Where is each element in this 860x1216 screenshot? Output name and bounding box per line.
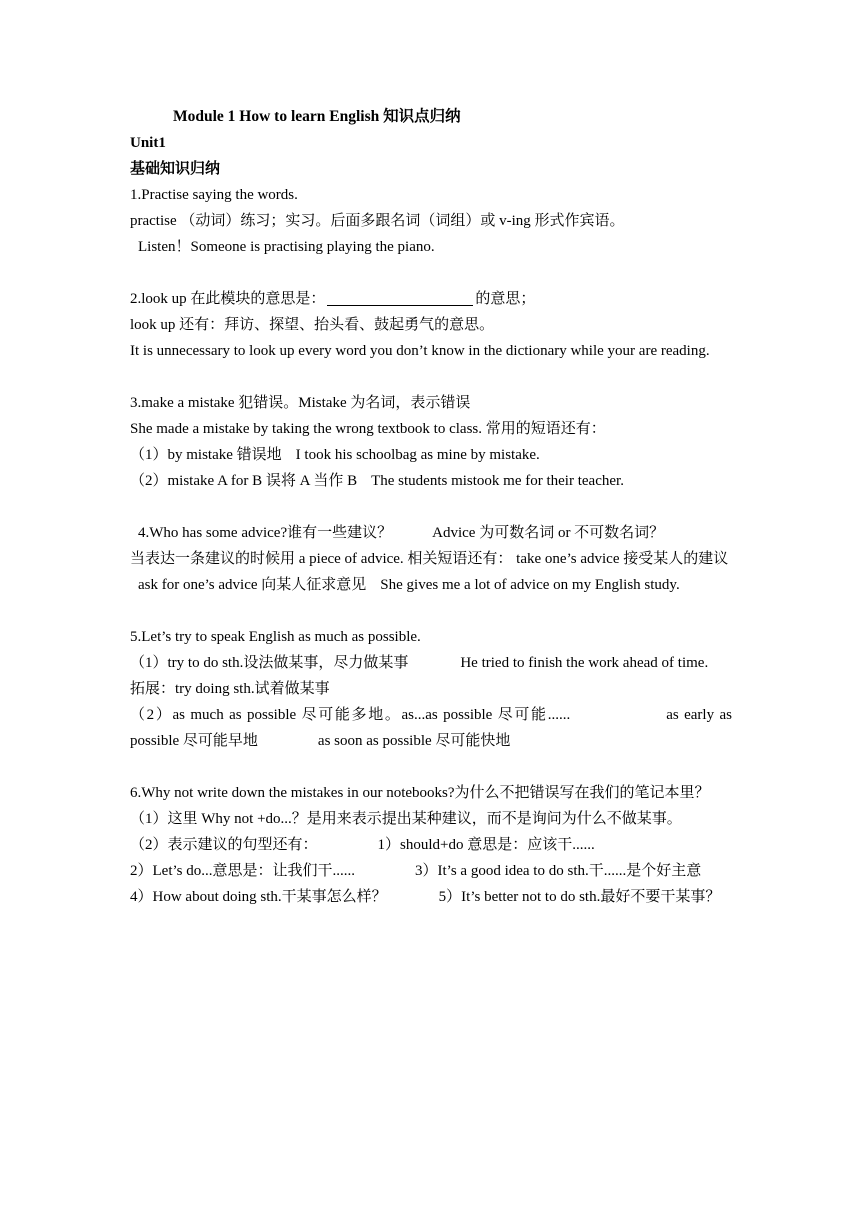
item-6-heading: 6.Why not write down the mistakes in our notebooks?为什么不把错误写在我们的笔记本里？ [130,785,710,801]
item-1-line-1: practise （动词）练习；实习。后面多跟名词（词组）或 v-ing 形式作宾语。 [130,213,625,229]
item-6-pattern-5: 5）It’s better not to do sth.最好不要干某事？ [438,889,721,905]
item-4-example: She gives me a lot of advice on my English study. [380,577,680,593]
item-3-line-1: She made a mistake by taking the wrong textbook to class. 常用的短语还有： [130,421,606,437]
item-3-phrase-2: （2）mistake A for B 误将 A 当作 B [130,473,358,489]
spacer [130,598,732,624]
item-5-phrase-3: as early as possible 尽可能早地 [130,707,732,749]
item-5-heading: 5.Let’s try to speak English as much as possible. [130,629,421,645]
section-heading: 基础知识归纳 [130,161,221,177]
item-4-heading-b: Advice 为可数名词 or 不可数名词？ [432,525,665,541]
item-3-example-1: I took his schoolbag as mine by mistake. [295,447,540,463]
item-3-line-2 [130,442,732,468]
item-3-phrase-1: （1）by mistake 错误地 [130,447,282,463]
item-5-phrase-4: as soon as possible 尽可能快地 [317,733,511,749]
spacer [130,494,732,520]
spacer [130,754,732,780]
item-2-heading-b: 的意思； [475,291,536,307]
item-3-heading: 3.make a mistake 犯错误。Mistake 为名词，表示错误 [130,395,471,411]
item-6-pattern-1: 1）should+do 意思是：应该干...... [377,837,595,853]
item-6-line-4 [130,884,732,910]
item-1-heading: 1.Practise saying the words. [130,187,298,203]
item-6-line-1: （1）这里 Why not +do...？是用来表示提出某种建议，而不是询问为什么不做某事。 [130,811,682,827]
item-2-line-1: look up 还有：拜访、探望、抬头看、鼓起勇气的意思。 [130,317,495,333]
item-1-example: Listen！Someone is practising playing the piano. [138,239,435,255]
item-4-line-2 [130,572,732,598]
fill-in-blank[interactable] [327,288,473,306]
item-6-line-3 [130,858,732,884]
item-4-heading-a: 4.Who has some advice?谁有一些建议？ [138,525,393,541]
item-5-phrase-2: （2）as much as possible 尽可能多地。as...as possible 尽可能...... [130,707,571,723]
item-5-example-1: He tried to finish the work ahead of time. [460,655,709,671]
item-5-line-1 [130,650,732,676]
item-2-heading-a: 2.look up 在此模块的意思是： [130,291,326,307]
spacer [130,260,732,286]
item-5-phrase-1: （1）try to do sth.设法做某事，尽力做某事 [130,655,409,671]
item-3-line-3 [130,468,732,494]
item-6-pattern-4: 4）How about doing sth.干某事怎么样？ [130,889,387,905]
item-4-heading [130,520,732,546]
item-4-phrase: ask for one’s advice 向某人征求意见 [138,577,367,593]
item-3-example-2: The students mistook me for their teacher. [371,473,624,489]
item-6-pattern-3: 3）It’s a good idea to do sth.干......是个好主意 [415,863,702,879]
page-title: Module 1 How to learn English 知识点归纳 [173,108,461,125]
item-2-example: It is unnecessary to look up every word you don’t know in the dictionary while your are reading. [130,343,710,359]
item-5-line-3 [130,702,732,754]
item-2-heading [130,286,732,312]
item-6-pattern-intro: （2）表示建议的句型还有： [130,837,318,853]
spacer [130,364,732,390]
item-6-line-2 [130,832,732,858]
item-5-line-2: 拓展：try doing sth.试着做某事 [130,681,330,697]
document-page [130,104,732,910]
item-6-pattern-2: 2）Let’s do...意思是：让我们干...... [130,863,355,879]
unit-heading: Unit1 [130,135,166,151]
item-4-line-1: 当表达一条建议的时候用 a piece of advice. 相关短语还有： take one’s advice 接受某人的建议 [130,551,729,567]
